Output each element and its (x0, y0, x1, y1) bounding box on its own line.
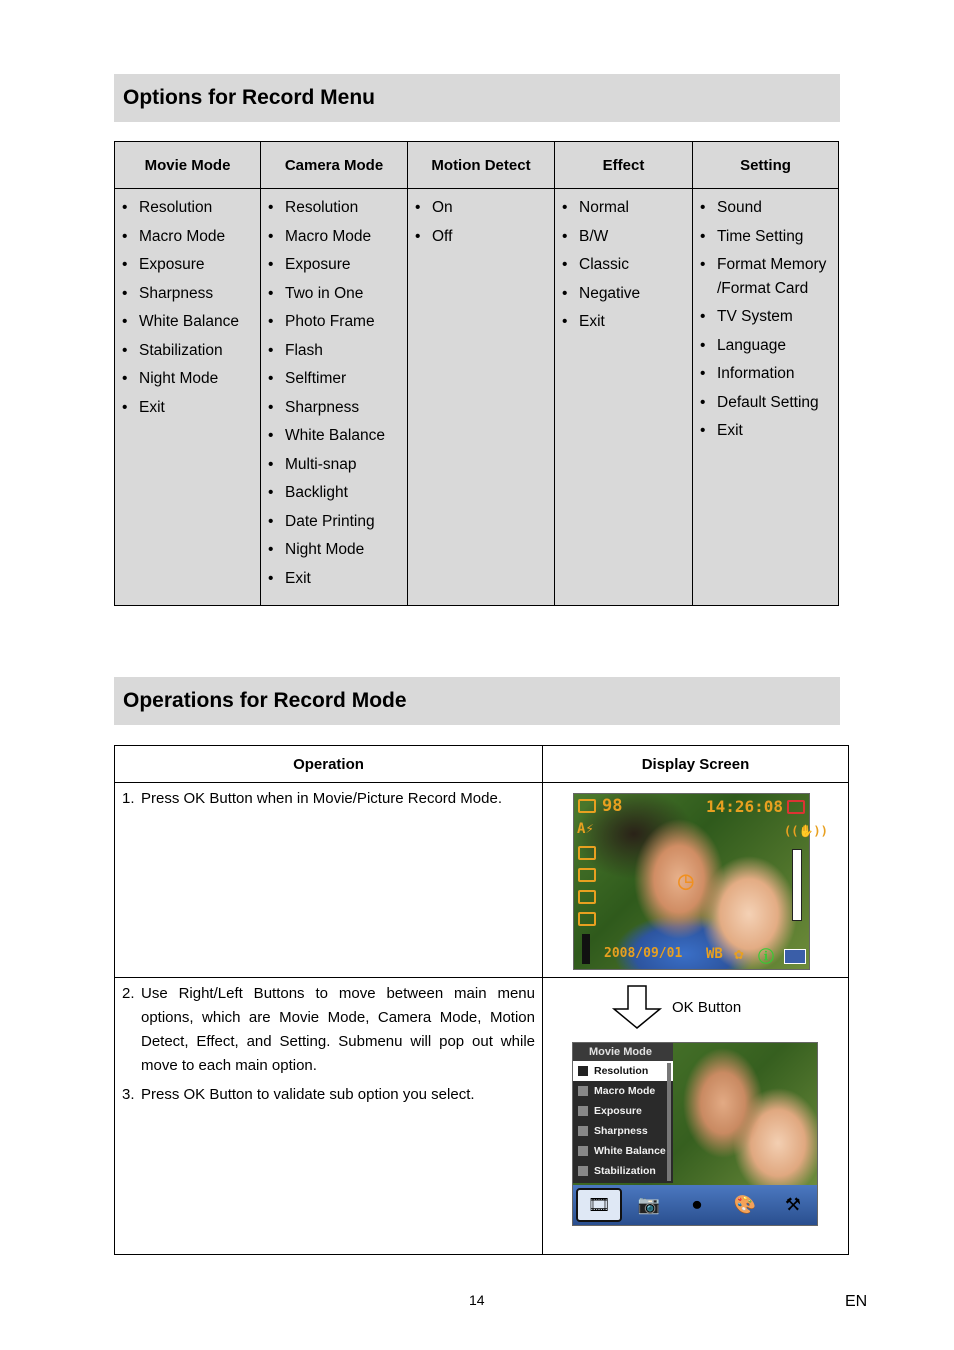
sd-card-icon (784, 949, 806, 964)
step (122, 1083, 535, 1107)
section-header-options (114, 74, 840, 122)
option-item: • Normal (555, 196, 692, 220)
menu-item-resolution[interactable] (573, 1061, 673, 1081)
operation-cell (115, 978, 543, 1255)
option-item: • Night Mode (261, 538, 407, 562)
menu-item-exposure[interactable] (573, 1101, 673, 1121)
menu-item-label: Sharpness (594, 1125, 648, 1137)
step-number: 1. (122, 790, 135, 807)
shots-remaining: 98 (602, 796, 623, 816)
option-item: • Language (693, 334, 838, 358)
multi-snap-icon (578, 890, 596, 904)
flash-auto-icon: A⚡ (577, 821, 594, 837)
col-header-display: Display Screen (543, 746, 849, 783)
menu-item-label: Macro Mode (594, 1085, 656, 1097)
option-item: • Exit (261, 567, 407, 591)
selftimer-icon (578, 912, 596, 926)
option-item: • Off (408, 225, 554, 249)
page-number: 14 (469, 1292, 485, 1308)
col-header: Setting (693, 142, 839, 189)
option-item: • Photo Frame (261, 310, 407, 334)
white-balance-label: WB (706, 946, 723, 962)
step (122, 787, 535, 811)
option-item: • Exposure (115, 253, 260, 277)
option-item: • Resolution (115, 196, 260, 220)
option-item: • Selftimer (261, 367, 407, 391)
option-list (693, 196, 838, 443)
camera-mode-options (261, 189, 408, 606)
option-item: • White Balance (261, 424, 407, 448)
movie-mode-menu-screen (572, 1042, 818, 1226)
step-text: Press OK Button when in Movie/Picture Record Mode. (141, 790, 502, 807)
tab-camera-mode[interactable] (628, 1188, 670, 1222)
stabilization-icon: ((✋)) (784, 824, 828, 838)
option-item: • Exit (693, 419, 838, 443)
effect-options (555, 189, 693, 606)
submenu-title: Movie Mode (573, 1043, 673, 1061)
motion-camera-icon: ⏺ (692, 1194, 702, 1215)
option-item: • Sound (693, 196, 838, 220)
camera-mode-icon (578, 799, 596, 813)
film-reel-icon: 🎞 (587, 1194, 611, 1215)
option-item: • Sharpness (261, 396, 407, 420)
col-header: Motion Detect (408, 142, 555, 189)
battery-icon (787, 800, 805, 814)
tools-icon: ⚒ (784, 1194, 802, 1215)
menu-item-label: Stabilization (594, 1165, 656, 1177)
exposure-icon (578, 1106, 588, 1116)
info-icon: ⓘ (758, 947, 775, 966)
step-number: 3. (122, 1086, 135, 1103)
option-list (261, 196, 407, 590)
option-item: • Backlight (261, 481, 407, 505)
clock-time: 14:26:08 (706, 797, 784, 816)
record-menu-options-table (114, 141, 839, 606)
menu-item-sharpness[interactable] (573, 1121, 673, 1141)
option-list (408, 196, 554, 248)
menu-item-stabilization[interactable] (573, 1161, 673, 1181)
menu-item-white-balance[interactable] (573, 1141, 673, 1161)
submenu-scrollbar[interactable] (667, 1063, 671, 1181)
step-text: Press OK Button to validate sub option you select. (141, 1086, 475, 1103)
option-item: • Resolution (261, 196, 407, 220)
option-item: • Flash (261, 339, 407, 363)
down-arrow-icon (612, 985, 662, 1029)
menu-item-macro-mode[interactable] (573, 1081, 673, 1101)
language-label: EN (845, 1293, 868, 1310)
exposure-bar (582, 934, 590, 964)
option-item: • Information (693, 362, 838, 386)
option-item: • Time Setting (693, 225, 838, 249)
col-header: Movie Mode (115, 142, 261, 189)
night-mode-icon: ✿ (734, 944, 744, 963)
ok-button-label: OK Button (672, 999, 742, 1016)
option-item: • TV System (693, 305, 838, 329)
option-item: • Default Setting (693, 391, 838, 415)
option-item: • Format Memory /Format Card (693, 253, 838, 300)
zoom-bar (792, 849, 802, 921)
white-balance-icon (578, 1146, 588, 1156)
setting-options (693, 189, 839, 606)
option-item: • B/W (555, 225, 692, 249)
record-mode-screen (573, 793, 828, 970)
option-item: • Macro Mode (261, 225, 407, 249)
motion-detect-options (408, 189, 555, 606)
tab-effect[interactable] (724, 1188, 766, 1222)
camera-icon: 📷 (637, 1194, 661, 1215)
tab-setting[interactable] (772, 1188, 814, 1222)
operation-cell (115, 783, 543, 978)
option-item: • Exposure (261, 253, 407, 277)
option-item: • Stabilization (115, 339, 260, 363)
col-header-operation: Operation (115, 746, 543, 783)
step-text: Use Right/Left Buttons to move between main menu options, which are Movie Mode, Camera Mode, Motion Detect, Effect, and Setting. Submenu will pop out while move to each main option. (141, 985, 535, 1074)
tab-movie-mode[interactable] (576, 1188, 622, 1222)
option-item: • Two in One (261, 282, 407, 306)
selftimer-focus-icon: ◷ (678, 866, 694, 896)
menu-item-label: Resolution (594, 1065, 649, 1077)
movie-mode-options (115, 189, 261, 606)
option-item: • Night Mode (115, 367, 260, 391)
col-header: Effect (555, 142, 693, 189)
submenu-panel (573, 1043, 673, 1183)
col-header: Camera Mode (261, 142, 408, 189)
sharpness-icon (578, 1126, 588, 1136)
palette-icon: 🎨 (733, 1194, 757, 1215)
option-item: • Date Printing (261, 510, 407, 534)
section-title: Operations for Record Mode (123, 689, 407, 712)
option-list (115, 196, 260, 419)
macro-icon (578, 1086, 588, 1096)
resolution-icon (578, 1066, 588, 1076)
option-item: • Macro Mode (115, 225, 260, 249)
main-menu-tabbar (573, 1185, 817, 1225)
stabilization-icon (578, 1166, 588, 1176)
option-item: • Exit (115, 396, 260, 420)
frame-icon (578, 868, 596, 882)
menu-item-label: White Balance (594, 1145, 666, 1157)
macro-icon (578, 846, 596, 860)
option-item: • Sharpness (115, 282, 260, 306)
menu-item-label: Exposure (594, 1105, 642, 1117)
tab-motion-detect[interactable] (676, 1188, 718, 1222)
section-header-operations (114, 677, 840, 725)
section-title: Options for Record Menu (123, 86, 375, 109)
option-item: • Exit (555, 310, 692, 334)
option-item: • Multi-snap (261, 453, 407, 477)
step-number: 2. (122, 985, 135, 1002)
option-list (555, 196, 692, 334)
option-item: • On (408, 196, 554, 220)
step (122, 982, 535, 1078)
option-item: • Classic (555, 253, 692, 277)
option-item: • White Balance (115, 310, 260, 334)
option-item: • Negative (555, 282, 692, 306)
date-stamp: 2008/09/01 (604, 946, 683, 961)
